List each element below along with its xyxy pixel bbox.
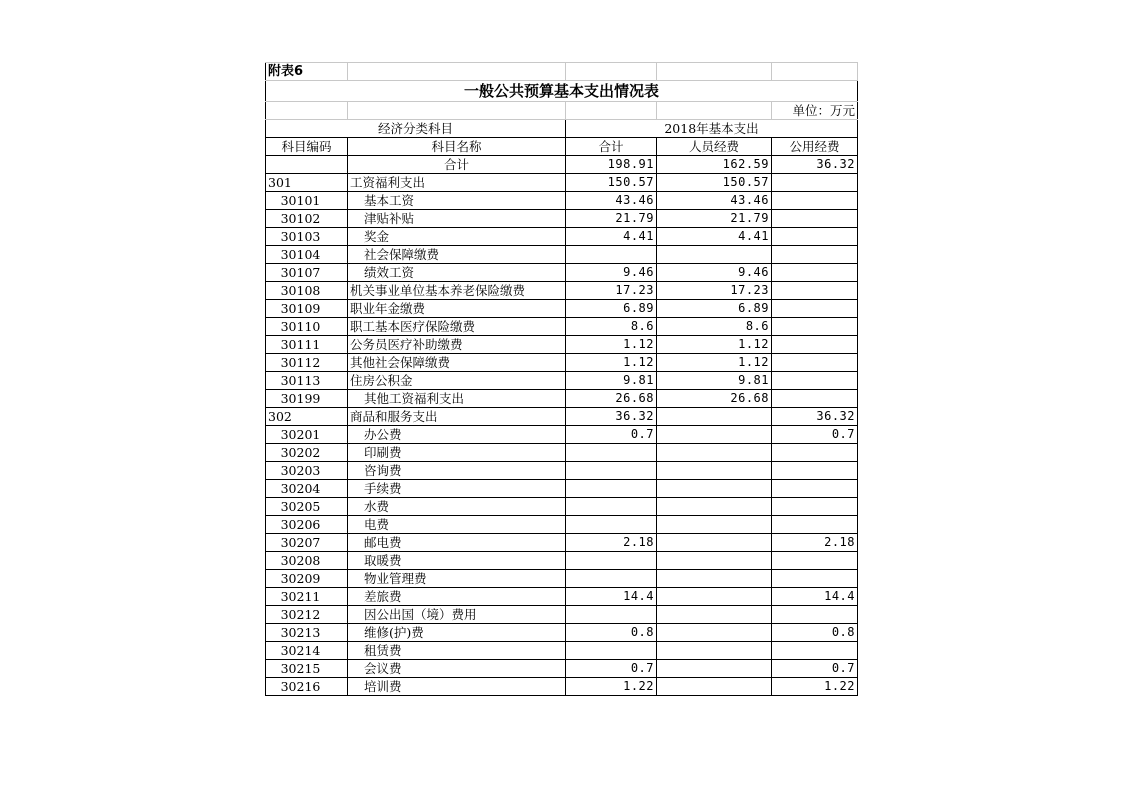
title-row — [266, 81, 858, 102]
subject-name-cell: 职业年金缴费 — [348, 300, 566, 318]
subject-code-cell: 30113 — [266, 372, 348, 390]
personnel-amount-cell — [657, 642, 772, 660]
total-amount-cell: 1.12 — [566, 336, 657, 354]
budget-table — [265, 62, 858, 696]
personnel-amount-cell: 17.23 — [657, 282, 772, 300]
subject-name-cell: 维修(护)费 — [348, 624, 566, 642]
table-row — [266, 408, 858, 426]
subject-name-cell: 取暖费 — [348, 552, 566, 570]
table-row — [266, 624, 858, 642]
subject-code-cell: 30213 — [266, 624, 348, 642]
public-amount-cell — [772, 552, 858, 570]
personnel-amount-cell — [657, 678, 772, 696]
table-row — [266, 372, 858, 390]
subject-name-cell: 因公出国（境）费用 — [348, 606, 566, 624]
public-amount-cell — [772, 300, 858, 318]
empty-cell — [348, 102, 566, 120]
subject-name-cell: 津贴补贴 — [348, 210, 566, 228]
personnel-amount-cell — [657, 246, 772, 264]
personnel-amount-cell: 6.89 — [657, 300, 772, 318]
econ-class-header: 经济分类科目 — [266, 120, 566, 138]
empty-cell — [657, 63, 772, 81]
public-amount-cell — [772, 174, 858, 192]
public-amount-cell: 0.7 — [772, 660, 858, 678]
header-row-1 — [266, 120, 858, 138]
personnel-amount-cell: 1.12 — [657, 354, 772, 372]
subject-name-cell: 住房公积金 — [348, 372, 566, 390]
subject-name-cell: 绩效工资 — [348, 264, 566, 282]
personnel-amount-cell — [657, 588, 772, 606]
subject-name-cell: 奖金 — [348, 228, 566, 246]
empty-cell — [566, 63, 657, 81]
subject-code-cell: 30199 — [266, 390, 348, 408]
personnel-amount-cell — [657, 408, 772, 426]
total-amount-cell: 43.46 — [566, 192, 657, 210]
public-amount-cell: 36.32 — [772, 408, 858, 426]
total-amount-cell: 0.7 — [566, 660, 657, 678]
table-row — [266, 588, 858, 606]
subject-name-cell: 水费 — [348, 498, 566, 516]
total-amount-cell — [566, 570, 657, 588]
table-row — [266, 534, 858, 552]
personnel-amount-cell — [657, 624, 772, 642]
table-row — [266, 192, 858, 210]
table-row — [266, 336, 858, 354]
attachment-row — [266, 63, 858, 81]
personnel-amount-cell — [657, 570, 772, 588]
subject-code-cell: 30102 — [266, 210, 348, 228]
code-column-header: 科目编码 — [266, 138, 348, 156]
total-amount-cell: 21.79 — [566, 210, 657, 228]
table-row — [266, 300, 858, 318]
subject-code-cell: 302 — [266, 408, 348, 426]
subject-name-cell: 培训费 — [348, 678, 566, 696]
personnel-amount-cell — [657, 426, 772, 444]
total-amount-cell: 14.4 — [566, 588, 657, 606]
personnel-amount-cell: 21.79 — [657, 210, 772, 228]
total-amount-cell: 6.89 — [566, 300, 657, 318]
subject-code-cell: 30104 — [266, 246, 348, 264]
total-amount-cell: 1.22 — [566, 678, 657, 696]
total-amount-cell: 0.8 — [566, 624, 657, 642]
budget-table-body — [266, 63, 858, 696]
subject-code-cell: 30112 — [266, 354, 348, 372]
total-amount-cell: 9.46 — [566, 264, 657, 282]
subject-code-cell: 30207 — [266, 534, 348, 552]
personnel-amount-cell — [657, 534, 772, 552]
personnel-amount-cell — [657, 552, 772, 570]
subject-code-cell: 30108 — [266, 282, 348, 300]
subject-code-cell: 30208 — [266, 552, 348, 570]
total-amount-cell: 17.23 — [566, 282, 657, 300]
subject-name-cell: 机关事业单位基本养老保险缴费 — [348, 282, 566, 300]
subject-code-cell: 301 — [266, 174, 348, 192]
empty-cell — [772, 63, 858, 81]
subject-code-cell: 30111 — [266, 336, 348, 354]
subject-code-cell: 30214 — [266, 642, 348, 660]
total-amount-cell: 2.18 — [566, 534, 657, 552]
table-row — [266, 210, 858, 228]
subject-name-cell: 会议费 — [348, 660, 566, 678]
table-row — [266, 174, 858, 192]
header-row-2 — [266, 138, 858, 156]
budget-year-header: 2018年基本支出 — [566, 120, 858, 138]
total-amount-cell — [566, 444, 657, 462]
total-amount-cell — [566, 246, 657, 264]
total-row-personnel: 162.59 — [657, 156, 772, 174]
total-row-label: 合计 — [348, 156, 566, 174]
personnel-column-header: 人员经费 — [657, 138, 772, 156]
personnel-amount-cell — [657, 480, 772, 498]
table-row — [266, 444, 858, 462]
subject-name-cell: 办公费 — [348, 426, 566, 444]
total-amount-cell: 26.68 — [566, 390, 657, 408]
subject-code-cell: 30109 — [266, 300, 348, 318]
total-amount-cell — [566, 462, 657, 480]
empty-cell — [657, 102, 772, 120]
total-amount-cell — [566, 498, 657, 516]
public-amount-cell: 1.22 — [772, 678, 858, 696]
unit-row — [266, 102, 858, 120]
public-amount-cell — [772, 570, 858, 588]
personnel-amount-cell — [657, 660, 772, 678]
subject-code-cell: 30212 — [266, 606, 348, 624]
personnel-amount-cell — [657, 444, 772, 462]
table-row — [266, 228, 858, 246]
personnel-amount-cell — [657, 498, 772, 516]
public-amount-cell — [772, 642, 858, 660]
subject-code-cell: 30209 — [266, 570, 348, 588]
subject-name-cell: 公务员医疗补助缴费 — [348, 336, 566, 354]
public-amount-cell — [772, 462, 858, 480]
table-row — [266, 480, 858, 498]
public-amount-cell — [772, 282, 858, 300]
public-amount-cell — [772, 210, 858, 228]
subject-name-cell: 邮电费 — [348, 534, 566, 552]
total-amount-cell: 0.7 — [566, 426, 657, 444]
attachment-label: 附表6 — [266, 63, 348, 81]
page-title: 一般公共预算基本支出情况表 — [266, 81, 858, 102]
table-row — [266, 390, 858, 408]
table-row — [266, 264, 858, 282]
total-amount-cell — [566, 480, 657, 498]
total-amount-cell: 4.41 — [566, 228, 657, 246]
subject-code-cell: 30211 — [266, 588, 348, 606]
table-row — [266, 246, 858, 264]
personnel-amount-cell: 43.46 — [657, 192, 772, 210]
empty-cell — [566, 102, 657, 120]
subject-name-cell: 印刷费 — [348, 444, 566, 462]
total-amount-cell — [566, 642, 657, 660]
public-amount-cell — [772, 390, 858, 408]
table-row — [266, 606, 858, 624]
total-amount-cell: 8.6 — [566, 318, 657, 336]
public-amount-cell — [772, 336, 858, 354]
subject-name-cell: 其他工资福利支出 — [348, 390, 566, 408]
table-row — [266, 552, 858, 570]
table-row — [266, 570, 858, 588]
total-amount-cell: 1.12 — [566, 354, 657, 372]
empty-cell — [348, 63, 566, 81]
public-amount-cell: 0.8 — [772, 624, 858, 642]
table-row — [266, 642, 858, 660]
personnel-amount-cell: 26.68 — [657, 390, 772, 408]
personnel-amount-cell — [657, 516, 772, 534]
total-row-total: 198.91 — [566, 156, 657, 174]
table-row — [266, 354, 858, 372]
personnel-amount-cell — [657, 606, 772, 624]
total-amount-cell: 150.57 — [566, 174, 657, 192]
public-amount-cell — [772, 354, 858, 372]
subject-name-cell: 差旅费 — [348, 588, 566, 606]
name-column-header: 科目名称 — [348, 138, 566, 156]
total-row — [266, 156, 858, 174]
public-amount-cell — [772, 372, 858, 390]
subject-name-cell: 物业管理费 — [348, 570, 566, 588]
public-column-header: 公用经费 — [772, 138, 858, 156]
public-amount-cell — [772, 606, 858, 624]
table-row — [266, 426, 858, 444]
public-amount-cell — [772, 444, 858, 462]
table-row — [266, 462, 858, 480]
subject-code-cell: 30205 — [266, 498, 348, 516]
total-amount-cell: 36.32 — [566, 408, 657, 426]
personnel-amount-cell: 9.46 — [657, 264, 772, 282]
subject-code-cell: 30204 — [266, 480, 348, 498]
table-row — [266, 498, 858, 516]
personnel-amount-cell: 1.12 — [657, 336, 772, 354]
public-amount-cell — [772, 246, 858, 264]
personnel-amount-cell: 150.57 — [657, 174, 772, 192]
subject-code-cell: 30216 — [266, 678, 348, 696]
public-amount-cell — [772, 264, 858, 282]
subject-code-cell: 30110 — [266, 318, 348, 336]
unit-label: 单位：万元 — [772, 102, 858, 120]
total-amount-cell — [566, 516, 657, 534]
public-amount-cell: 14.4 — [772, 588, 858, 606]
subject-name-cell: 社会保障缴费 — [348, 246, 566, 264]
public-amount-cell — [772, 516, 858, 534]
total-amount-cell — [566, 552, 657, 570]
total-amount-cell — [566, 606, 657, 624]
personnel-amount-cell: 8.6 — [657, 318, 772, 336]
public-amount-cell — [772, 498, 858, 516]
empty-cell — [266, 156, 348, 174]
public-amount-cell — [772, 318, 858, 336]
subject-name-cell: 租赁费 — [348, 642, 566, 660]
subject-code-cell: 30103 — [266, 228, 348, 246]
subject-code-cell: 30201 — [266, 426, 348, 444]
public-amount-cell: 0.7 — [772, 426, 858, 444]
table-row — [266, 318, 858, 336]
subject-name-cell: 手续费 — [348, 480, 566, 498]
total-amount-cell: 9.81 — [566, 372, 657, 390]
public-amount-cell — [772, 192, 858, 210]
personnel-amount-cell: 4.41 — [657, 228, 772, 246]
table-row — [266, 660, 858, 678]
subject-code-cell: 30203 — [266, 462, 348, 480]
subject-code-cell: 30215 — [266, 660, 348, 678]
public-amount-cell — [772, 480, 858, 498]
subject-name-cell: 咨询费 — [348, 462, 566, 480]
table-row — [266, 678, 858, 696]
personnel-amount-cell — [657, 462, 772, 480]
empty-cell — [266, 102, 348, 120]
personnel-amount-cell: 9.81 — [657, 372, 772, 390]
table-row — [266, 516, 858, 534]
public-amount-cell: 2.18 — [772, 534, 858, 552]
subject-name-cell: 商品和服务支出 — [348, 408, 566, 426]
subject-code-cell: 30202 — [266, 444, 348, 462]
subject-name-cell: 职工基本医疗保险缴费 — [348, 318, 566, 336]
subject-name-cell: 工资福利支出 — [348, 174, 566, 192]
total-row-public: 36.32 — [772, 156, 858, 174]
public-amount-cell — [772, 228, 858, 246]
subject-name-cell: 电费 — [348, 516, 566, 534]
table-row — [266, 282, 858, 300]
subject-code-cell: 30101 — [266, 192, 348, 210]
subject-code-cell: 30107 — [266, 264, 348, 282]
subject-name-cell: 其他社会保障缴费 — [348, 354, 566, 372]
total-column-header: 合计 — [566, 138, 657, 156]
subject-name-cell: 基本工资 — [348, 192, 566, 210]
subject-code-cell: 30206 — [266, 516, 348, 534]
